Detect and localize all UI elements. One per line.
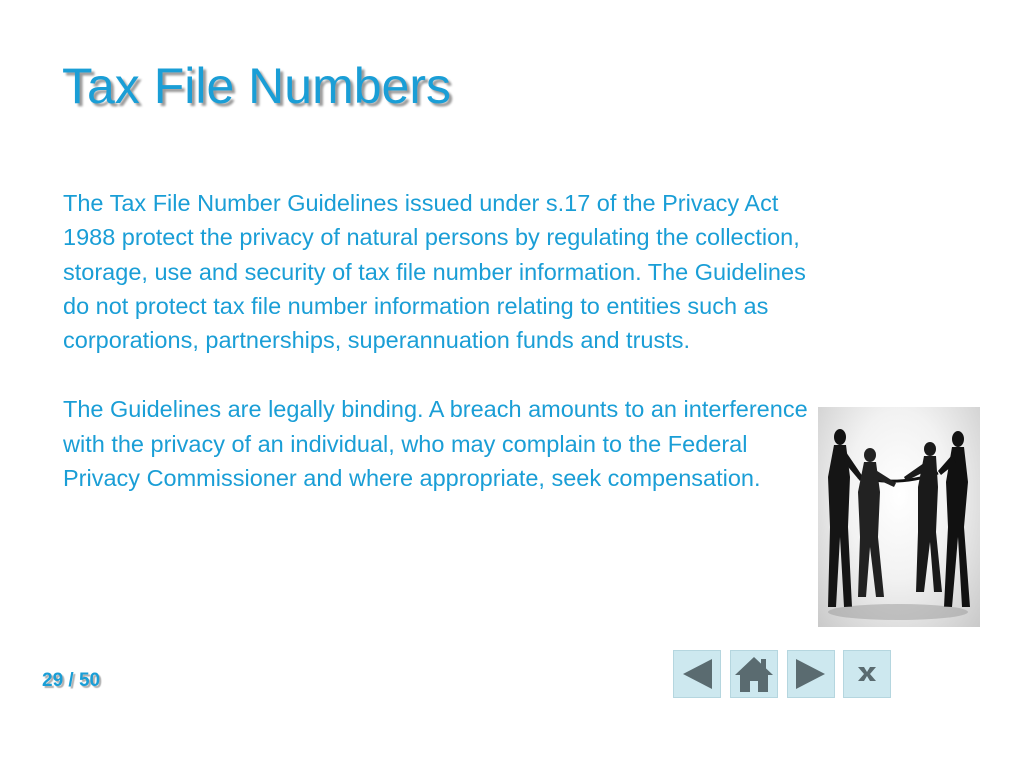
slide-title: Tax File Numbers — [62, 58, 451, 114]
triangle-right-icon — [788, 651, 834, 697]
slide-body — [63, 186, 808, 530]
paragraph-legally-binding: The Guidelines are legally binding. A breach amounts to an interference with the privacy of an individual, who may complain to the Federal Privacy Commissioner and where appropriate, seek compensation. — [63, 396, 808, 492]
total-pages-number: 50 — [78, 670, 101, 691]
home-button[interactable] — [730, 650, 778, 698]
page-separator: / — [63, 670, 79, 691]
next-button[interactable] — [787, 650, 835, 698]
navigation-bar — [673, 650, 893, 698]
home-icon — [731, 651, 777, 697]
current-page-number: 29 — [42, 670, 64, 691]
close-x-icon — [844, 651, 890, 697]
triangle-left-icon — [674, 651, 720, 697]
people-silhouettes-image — [818, 407, 980, 627]
close-button[interactable] — [843, 650, 891, 698]
tug-of-war-photo — [818, 407, 980, 627]
paragraph-guidelines: The Tax File Number Guidelines issued under s.17 of the Privacy Act 1988 protect the privacy of natural persons by regulating the collection, storage, use and security of tax file number information. The Guidelines do not protect tax file number information relating to entities such as corporations, partnerships, superannuation funds and trusts. — [63, 190, 806, 354]
page-counter — [42, 670, 100, 692]
previous-button[interactable] — [673, 650, 721, 698]
